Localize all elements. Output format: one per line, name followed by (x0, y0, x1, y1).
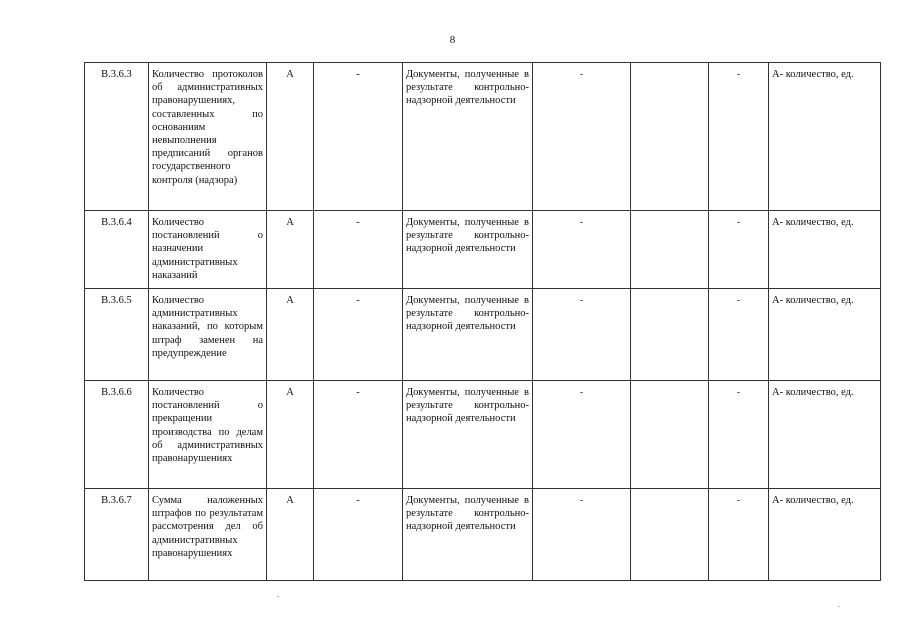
table-row (85, 289, 881, 381)
indicator-period: А (267, 63, 314, 211)
indicator-code: В.3.6.6 (85, 381, 149, 489)
indicator-col8: - (709, 63, 769, 211)
indicator-col7 (631, 489, 709, 581)
indicator-code: В.3.6.4 (85, 211, 149, 289)
indicator-name: Количество протоколов об административных правонарушениях, составленных по основаниям невыполнения предписаний органов государственного контроля (надзора) (149, 63, 267, 211)
table-row (85, 381, 881, 489)
indicator-source: Документы, полученные в результате контрольно-надзорной деятельности (403, 489, 533, 581)
indicator-col4: - (314, 489, 403, 581)
indicator-col4: - (314, 381, 403, 489)
indicator-col8: - (709, 381, 769, 489)
indicator-col6: - (533, 489, 631, 581)
indicator-source: Документы, полученные в результате контрольно-надзорной деятельности (403, 289, 533, 381)
indicator-name: Количество постановлений о прекращении производства по делам об административных правонарушениях (149, 381, 267, 489)
table-row (85, 211, 881, 289)
indicator-period: А (267, 211, 314, 289)
indicator-unit: А- количество, ед. (769, 63, 881, 211)
indicator-col4: - (314, 289, 403, 381)
indicator-code: В.3.6.7 (85, 489, 149, 581)
indicator-col7 (631, 289, 709, 381)
indicator-col7 (631, 63, 709, 211)
indicator-name: Количество административных наказаний, по которым штраф заменен на предупреждение (149, 289, 267, 381)
indicator-period: А (267, 489, 314, 581)
indicator-col6: - (533, 381, 631, 489)
indicator-table (84, 62, 881, 581)
indicator-period: А (267, 381, 314, 489)
table-row (85, 489, 881, 581)
indicator-col7 (631, 211, 709, 289)
indicator-col6: - (533, 289, 631, 381)
indicator-source: Документы, полученные в результате контрольно-надзорной деятельности (403, 211, 533, 289)
indicator-col8: - (709, 489, 769, 581)
indicator-name: Сумма наложенных штрафов по результатам рассмотрения дел об административных правонарушениях (149, 489, 267, 581)
indicator-col4: - (314, 211, 403, 289)
indicator-source: Документы, полученные в результате контрольно-надзорной деятельности (403, 63, 533, 211)
indicator-source: Документы, полученные в результате контрольно-надзорной деятельности (403, 381, 533, 489)
indicator-name: Количество постановлений о назначении административных наказаний (149, 211, 267, 289)
indicator-col8: - (709, 289, 769, 381)
indicator-code: В.3.6.5 (85, 289, 149, 381)
indicator-col8: - (709, 211, 769, 289)
scan-speck (838, 606, 840, 607)
indicator-col6: - (533, 211, 631, 289)
indicator-unit: А- количество, ед. (769, 489, 881, 581)
indicator-col6: - (533, 63, 631, 211)
indicator-col4: - (314, 63, 403, 211)
scan-speck (277, 596, 279, 597)
table-row (85, 63, 881, 211)
indicator-unit: А- количество, ед. (769, 289, 881, 381)
indicator-col7 (631, 381, 709, 489)
indicator-code: В.3.6.3 (85, 63, 149, 211)
page-number: 8 (449, 34, 456, 46)
indicator-unit: А- количество, ед. (769, 211, 881, 289)
indicator-unit: А- количество, ед. (769, 381, 881, 489)
indicator-period: А (267, 289, 314, 381)
